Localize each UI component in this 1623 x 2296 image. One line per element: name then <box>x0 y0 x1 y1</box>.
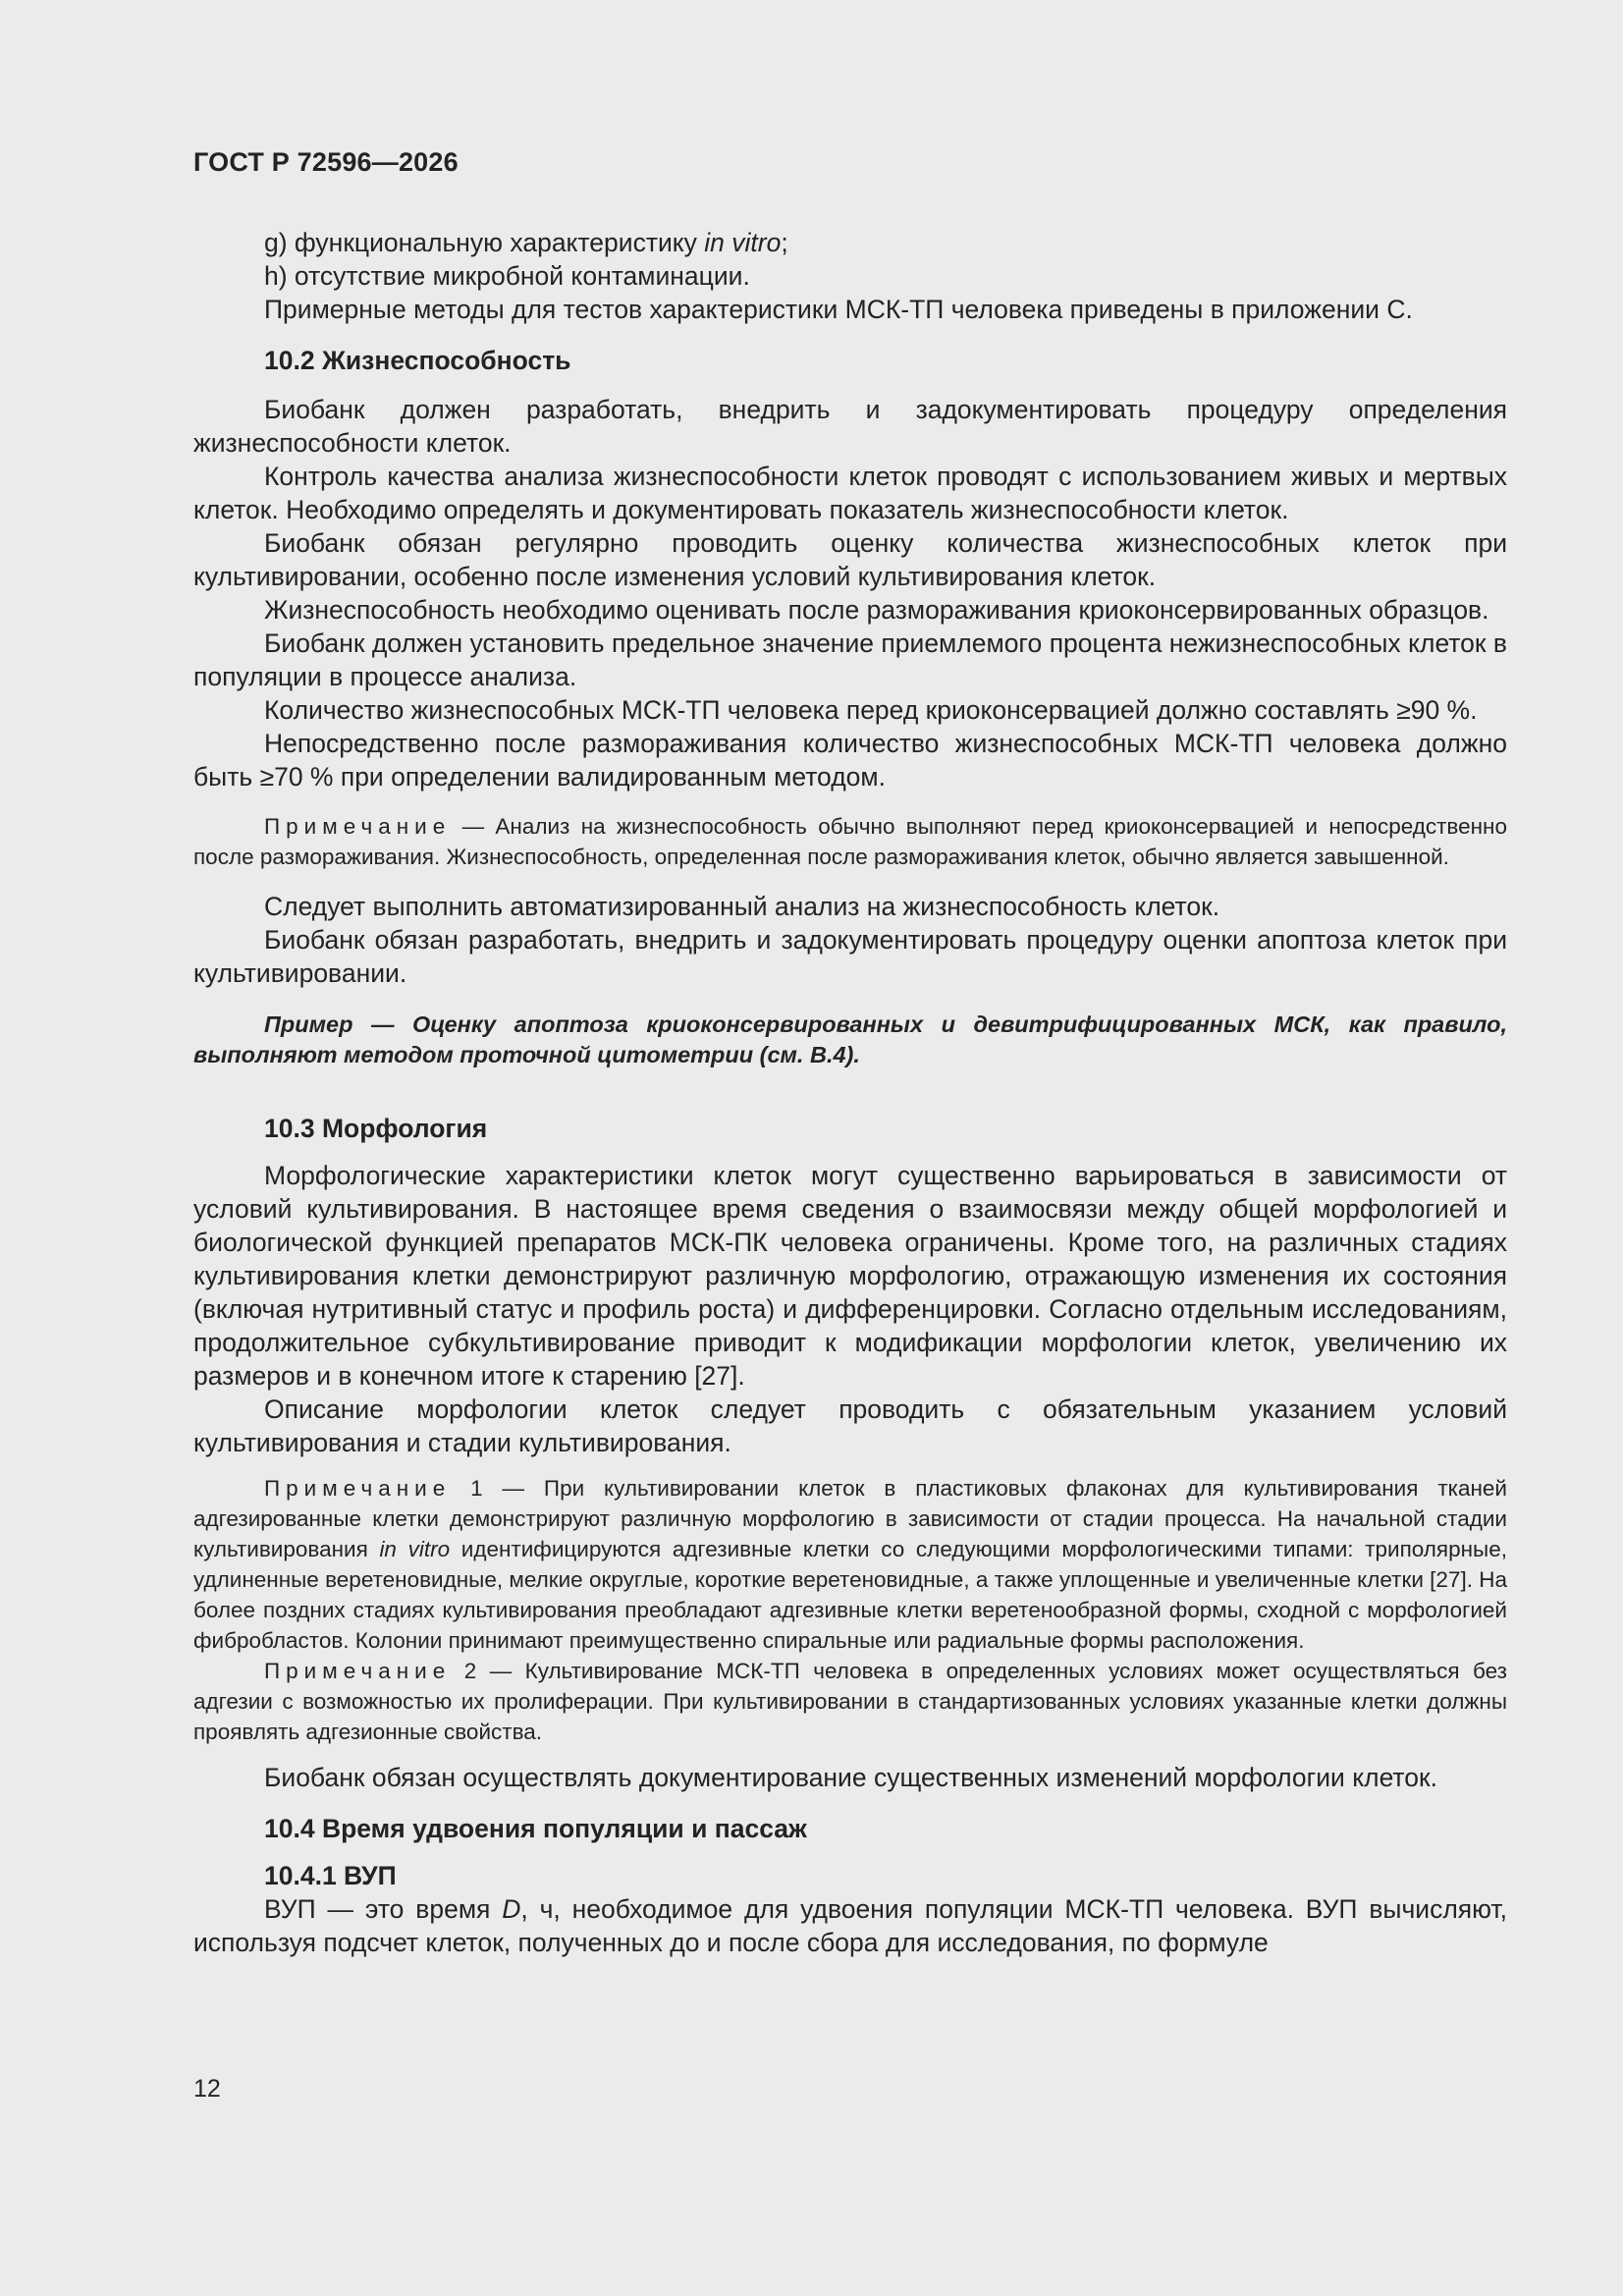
paragraph: Биобанк обязан разработать, внедрить и задокументировать процедуру оценки апоптоза клеток при культивировании. <box>193 925 1507 988</box>
section-10-2-title: 10.2 Жизнеспособность <box>264 346 571 375</box>
list-item-g-italic: in vitro <box>704 228 782 257</box>
paragraph: Биобанк обязан регулярно проводить оценку количества жизнеспособных клеток при культивировании, особенно после изменения условий культивирования клеток. <box>193 528 1507 591</box>
section-10-3-title: 10.3 Морфология <box>264 1114 488 1143</box>
paragraph <box>193 1892 1507 1959</box>
variable-d: D <box>502 1894 521 1924</box>
paragraph: Биобанк обязан осуществлять документирование существенных изменений морфологии клеток. <box>264 1763 1437 1792</box>
paragraph: Биобанк должен разработать, внедрить и задокументировать процедуру определения жизнеспособности клеток. <box>193 395 1507 458</box>
section-10-4-title: 10.4 Время удвоения популяции и пассаж <box>264 1814 807 1843</box>
paragraph: Следует выполнить автоматизированный анализ на жизнеспособность клеток. <box>264 892 1220 921</box>
note-text: — Анализ на жизнеспособность обычно выполняют перед криоконсервацией и непосредственно после размораживания. Жизнеспособность, определенная после размораживания клеток, обычно является завышенной. <box>193 814 1507 869</box>
paragraph-text: , ч, необходимое для удвоения популяции МСК-ТП человека. ВУП вычисляют, используя подсчет клеток, полученных до и после сбора для исследования, по формуле <box>193 1894 1507 1957</box>
section-10-4-1-title: 10.4.1 ВУП <box>264 1861 397 1890</box>
list-item-g-text: g) функциональную характеристику <box>264 228 705 257</box>
list-item-h: h) отсутствие микробной контаминации. <box>264 261 750 291</box>
note-label: Примечание <box>264 1659 452 1683</box>
note-2 <box>193 1656 1507 1747</box>
methods-paragraph: Примерные методы для тестов характеристики МСК-ТП человека приведены в приложении С. <box>264 295 1413 324</box>
example: Пример — Оценку апоптоза криоконсервированных и девитрифицированных МСК, как правило, выполняют методом проточной цитометрии (см. В.4). <box>193 1011 1507 1067</box>
document-header: ГОСТ Р 72596—2026 <box>193 147 459 177</box>
paragraph: Непосредственно после размораживания количество жизнеспособных МСК-ТП человека должно быть ≥70 % при определении валидированным методом. <box>193 729 1507 792</box>
paragraph: Описание морфологии клеток следует проводить с обязательным указанием условий культивирования и стадии культивирования. <box>193 1394 1507 1457</box>
note-text: 2 — Культивирование МСК-ТП человека в определенных условиях может осуществляться без адгезии с возможностью их пролиферации. При культивировании в стандартизованных условиях указанные клетки должны проявлять адгезионные свойства. <box>193 1659 1507 1744</box>
note-text: 1 — При культивировании клеток в пластиковых флаконах для культивирования тканей адгезированные клетки демонстрируют различную морфологию в зависимости от стадии процесса. На начальной стадии культивирования <box>193 1476 1507 1561</box>
note-label: Примечание <box>264 1476 452 1501</box>
paragraph: Контроль качества анализа жизнеспособности клеток проводят с использованием живых и мертвых клеток. Необходимо определять и документировать показатель жизнеспособности клеток. <box>193 462 1507 524</box>
paragraph: Биобанк должен установить предельное значение приемлемого процента нежизнеспособных клеток в популяции в процессе анализа. <box>193 629 1507 691</box>
page-number: 12 <box>193 2075 221 2103</box>
paragraph: Жизнеспособность необходимо оценивать после размораживания криоконсервированных образцов. <box>264 595 1489 625</box>
note-italic: in vitro <box>379 1537 451 1561</box>
document-body <box>193 226 1507 1959</box>
paragraph-text: ВУП — это время <box>264 1894 503 1924</box>
note-1 <box>193 1473 1507 1656</box>
note <box>193 811 1507 872</box>
note-text: идентифицируются адгезивные клетки со следующими морфологическими типами: триполярные, удлиненные веретеновидные, мелкие округлые, короткие веретеновидные, а также уплощенные и увеличенные клетки [27]. На более поздних стадиях культивирования преобладают адгезивные клетки веретенообразной формы, сходной с морфологией фибробластов. Колонии принимают преимущественно спиральные или радиальные формы расположения. <box>193 1537 1507 1653</box>
list-item-g-end: ; <box>781 228 788 257</box>
note-label: Примечание <box>264 814 452 839</box>
list-item-g <box>264 226 1507 259</box>
paragraph: Количество жизнеспособных МСК-ТП человека перед криоконсервацией должно составлять ≥90 %. <box>264 695 1478 725</box>
paragraph: Морфологические характеристики клеток могут существенно варьироваться в зависимости от условий культивирования. В настоящее время сведения о взаимосвязи между общей морфологией и биологической функцией препаратов МСК-ПК человека ограничены. Кроме того, на различных стадиях культивирования клетки демонстрируют различную морфологию, отражающую изменения их состояния (включая нутритивный статус и профиль роста) и дифференцировки. Согласно отдельным исследованиям, продолжительное субкультивирование приводит к модификации морфологии клеток, увеличению их размеров и в конечном итоге к старению [27]. <box>193 1161 1507 1391</box>
